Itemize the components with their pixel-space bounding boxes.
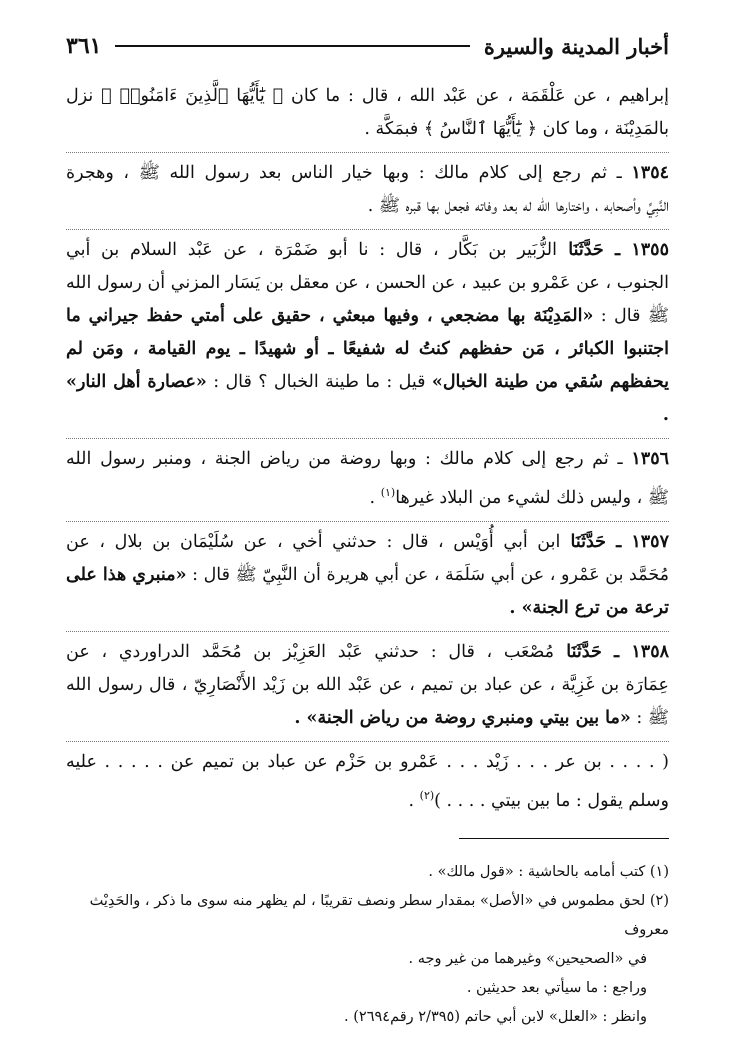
hadith-number: ١٣٥٧ bbox=[631, 531, 669, 552]
header-rule bbox=[115, 45, 469, 47]
running-title: أخبار المدينة والسيرة bbox=[483, 33, 669, 59]
text-line: ﷺ ، وليس ذلك لشيء من البلاد غيرها$^{(١)}$ . bbox=[369, 486, 669, 508]
text-line: إبراهيم ، عن عَلْقَمَة ، عن عَبْد الله ، قال : ما كان ﴿ يَٰٓأَيُّهَا ٱلَّذِينَ ءَامَنُوا۟ ﴾ نزل bbox=[66, 86, 669, 106]
haddathana-label: ـ حَدَّثَنَا bbox=[560, 531, 632, 552]
paragraph-1354 bbox=[66, 152, 669, 223]
text-line: مُحَمَّد بن عَمْرو ، عن أبي سَلَمَة ، عن أبي هريرة أن النَّبِيّ ﷺ قال : «منبري هذا على bbox=[66, 564, 669, 585]
page-number: ٣٦١ bbox=[66, 33, 102, 59]
footnote-separator bbox=[459, 838, 669, 839]
text-line: ١٣٥٨ ـ حَدَّثَنَا مُصْعَب ، قال : حدثني عَبْد العَزِيْز بن مُحَمَّد الدراوردي ، عن bbox=[66, 641, 669, 662]
hadith-matn-line: اجتنبوا الكبائر ، مَن حفظهم كنتُ له شفيعًا ـ أو شهيدًا ـ يوم القيامة ، ومَن لم bbox=[66, 339, 669, 359]
hadith-number: ١٣٥٤ bbox=[631, 163, 669, 183]
text-line: النَّبِيِّ وأصحابه ، واختارها الله له بعد وفاته فجعل بها قبره ﷺ . bbox=[367, 196, 669, 216]
hadith-matn: «المَدِيْنَة بها مضجعي ، وفيها مبعثي ، حقيق على أمتي حفظ جيراني ما bbox=[66, 306, 594, 326]
hadith-matn: «ما بين بيتي ومنبري روضة من رياض الجنة» . bbox=[294, 707, 631, 728]
text-line: ﷺ : «ما بين بيتي ومنبري روضة من رياض الجنة» . bbox=[294, 707, 669, 728]
footnote-1: (١) كتب أمامه بالحاشية : «قول مالك» . bbox=[428, 864, 669, 880]
text-line: الجنوب ، عن عَمْرو بن عبيد ، عن الحسن ، عن معقل بن يَسَار المزني أن رسول الله bbox=[66, 273, 669, 293]
hadith-number: ١٣٥٦ bbox=[631, 449, 669, 469]
footnote-ref[interactable]: (١) bbox=[380, 486, 396, 499]
footnote-ref[interactable]: (٢) bbox=[419, 788, 435, 802]
paragraph-1357 bbox=[66, 521, 669, 625]
text-line: ( . . . . بن عر . . . زَيْد . . . عَمْرو بن حَزْم عن عباد بن تميم عن . . . . . عليه bbox=[66, 751, 669, 772]
text-line: بالمَدِيْنَة ، وما كان ﴿ يَٰٓأَيُّهَا ٱلنَّاسُ ﴾ فبمَكَّة . bbox=[364, 119, 669, 139]
text-line: عِمَارَة بن غَزِيَّة ، عن عباد بن تميم ، عن عَبْد الله بن زَيْد الأَنْصَارِيّ ، قال رسول الله bbox=[66, 674, 669, 695]
hadith-number: ١٣٥٨ bbox=[631, 641, 669, 662]
paragraph-1355 bbox=[66, 229, 669, 432]
text-line: ١٣٥٦ ـ ثم رجع إلى كلام مالك : وبها روضة من رياض الجنة ، ومنبر رسول الله bbox=[66, 449, 669, 469]
text-line: يحفظهم سُقي من طينة الخبال» قيل : ما طينة الخبال ؟ قال : «عصارة أهل النار» . bbox=[66, 372, 669, 425]
paragraph-1356 bbox=[66, 438, 669, 515]
paragraph-continuation bbox=[66, 80, 669, 146]
haddathana-label: ـ حَدَّثَنَا bbox=[556, 240, 632, 260]
text-line: ١٣٥٥ ـ حَدَّثَنَا الزُّبَير بن بَكَّار ، قال : نا أبو ضَمْرَة ، عن عَبْد السلام بن أبي bbox=[66, 240, 669, 260]
page-header bbox=[66, 26, 669, 66]
text-line: ١٣٥٧ ـ حَدَّثَنَا ابن أبي أُوَيْس ، قال : حدثني أخي ، عن سُلَيْمَان بن بلال ، عن bbox=[66, 531, 669, 552]
hadith-number: ١٣٥٥ bbox=[631, 240, 669, 260]
footnotes bbox=[66, 858, 669, 1032]
hadith-matn: «منبري هذا على bbox=[66, 564, 187, 585]
main-text bbox=[66, 80, 669, 818]
hadith-matn-line: ترعة من ترع الجنة» . bbox=[509, 597, 669, 618]
text-line: ﷺ قال : «المَدِيْنَة بها مضجعي ، وفيها مبعثي ، حقيق على أمتي حفظ جيراني ما bbox=[66, 306, 669, 326]
text-line: ١٣٥٤ ـ ثم رجع إلى كلام مالك : وبها خيار الناس بعد رسول الله ﷺ ، وهجرة bbox=[66, 163, 669, 183]
paragraph-1358 bbox=[66, 631, 669, 735]
haddathana-label: ـ حَدَّثَنَا bbox=[554, 641, 632, 662]
footnote-2: (٢) لحق مطموس في «الأصل» بمقدار سطر ونصف تقريبًا ، لم يظهر منه سوى ما ذكر ، والحَدِيْث معروف في «الصحيحين» وغيرهما من غير وجه . وراجع : ما سيأتي بعد حديثين . وانظر : «العلل» لابن أبي حاتم (٢/٣٩٥ رقم٢٦٩٤) . bbox=[89, 893, 669, 1025]
paragraph-lacuna bbox=[66, 741, 669, 818]
text-line: وسلم يقول : ما بين بيتي . . . . )$^{(٢)}$ . bbox=[408, 788, 669, 811]
